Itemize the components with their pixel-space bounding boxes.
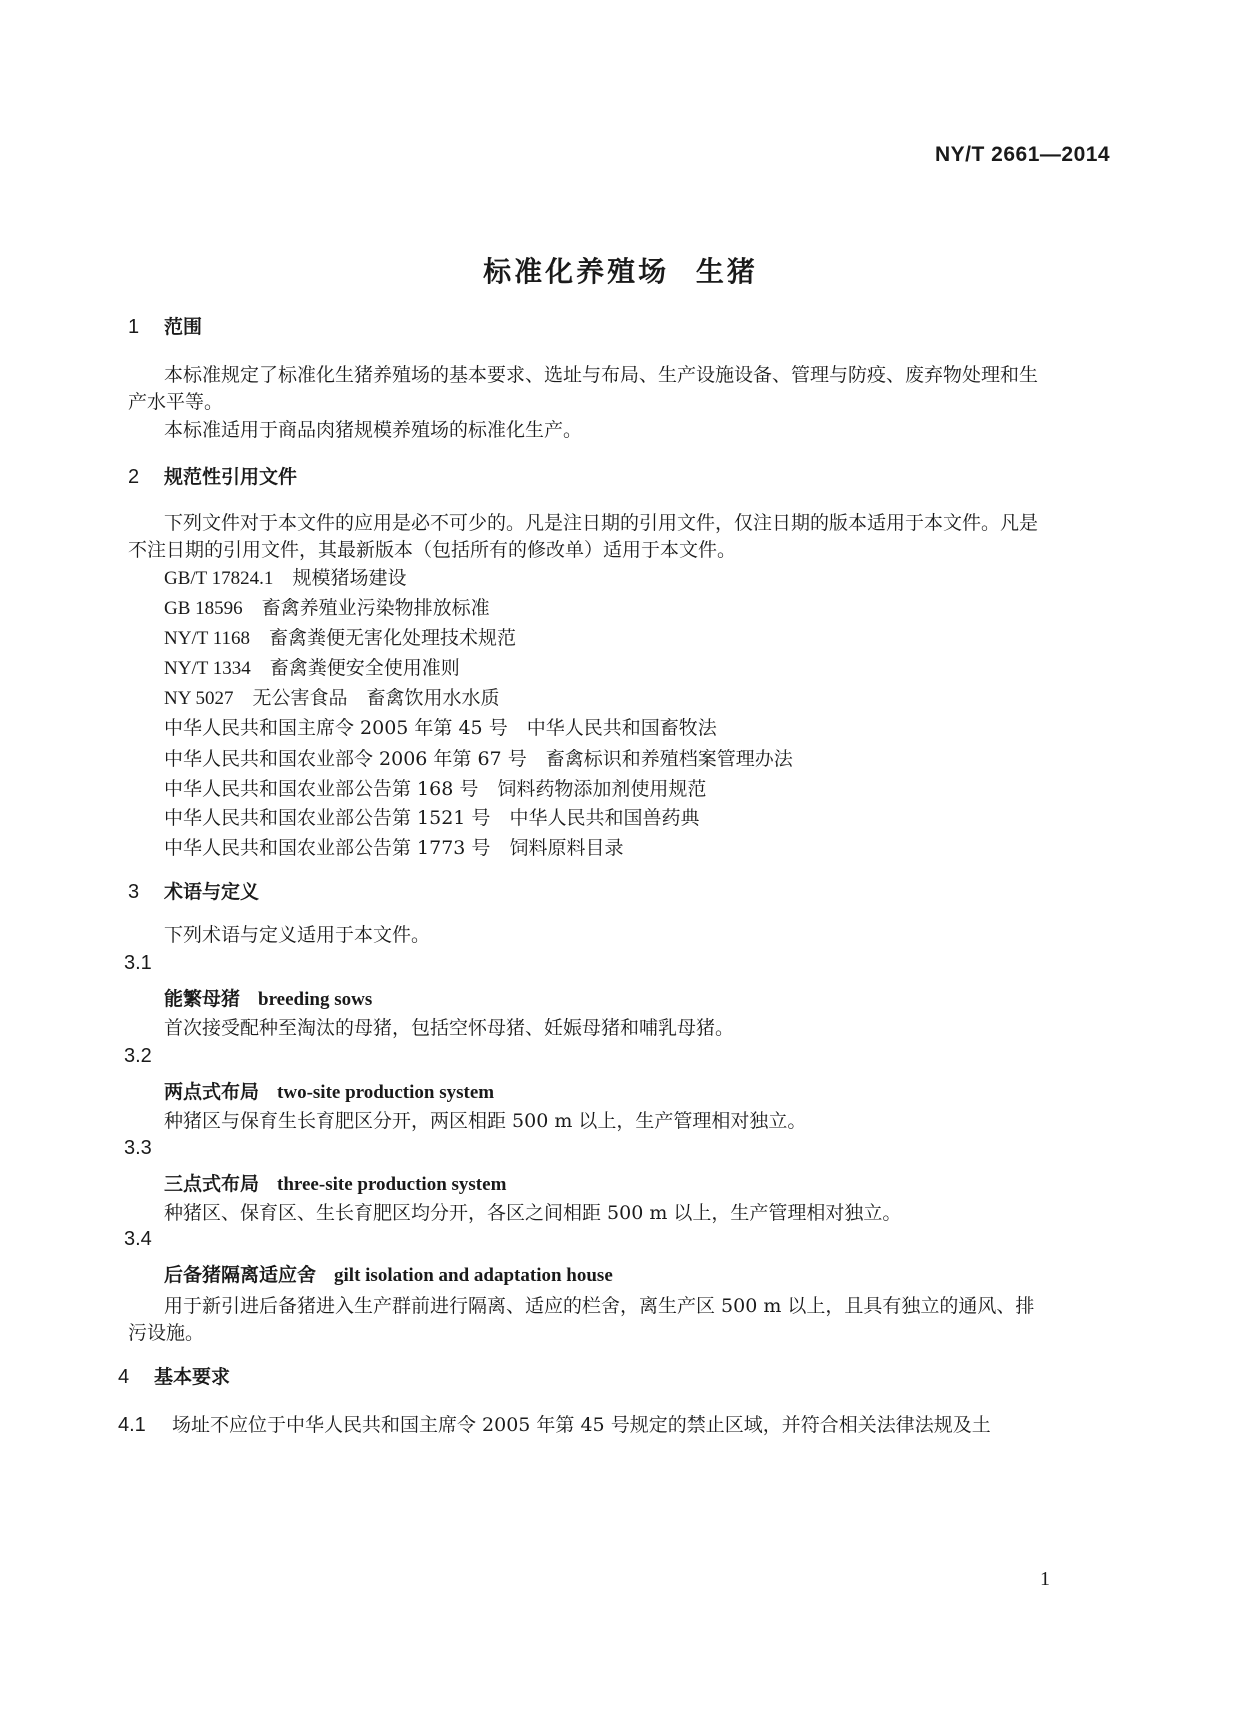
ref-item <box>164 595 490 622</box>
ref-name: 畜禽粪便无害化处理技术规范 <box>269 627 517 649</box>
term-en: two-site production system <box>277 1082 495 1103</box>
term-definition: 种猪区、保育区、生长育肥区均分开，各区之间相距 500 m 以上，生产管理相对独立。 <box>164 1202 902 1224</box>
term-heading <box>164 1169 506 1196</box>
section-3-title: 术语与定义 <box>164 881 260 903</box>
ref-code: 中华人民共和国农业部公告第 1521 号 <box>164 807 491 829</box>
section-3-heading <box>128 877 259 904</box>
term-zh: 三点式布局 <box>164 1173 260 1195</box>
document-title: 标准化养殖场 生猪 <box>483 255 758 288</box>
ref-code: NY 5027 <box>164 688 234 709</box>
term-zh: 能繁母猪 <box>164 988 241 1010</box>
ref-code: NY/T 1168 <box>164 628 251 649</box>
ref-name: 畜禽标识和养殖档案管理办法 <box>545 748 793 770</box>
section-1-number: 1 <box>128 316 140 338</box>
term-zh: 两点式布局 <box>164 1081 260 1103</box>
section-4-heading <box>118 1362 230 1389</box>
term-heading <box>164 1260 613 1287</box>
ref-item <box>164 746 793 773</box>
section-1-paragraph-1: 本标准规定了标准化生猪养殖场的基本要求、选址与布局、生产设施设备、管理与防疫、废弃物处理和生产水平等。 <box>128 364 1039 413</box>
ref-code: GB 18596 <box>164 598 243 619</box>
section-2-number: 2 <box>128 466 140 488</box>
term-definition: 用于新引进后备猪进入生产群前进行隔离、适应的栏舍，离生产区 500 m 以上，且具有独立的通风、排污设施。 <box>128 1295 1035 1344</box>
ref-item <box>164 625 516 652</box>
ref-item <box>164 655 460 682</box>
ref-name: 畜禽粪便安全使用准则 <box>269 657 460 679</box>
ref-name: 中华人民共和国兽药典 <box>509 807 700 829</box>
section-4-title: 基本要求 <box>154 1366 231 1388</box>
section-2-heading <box>128 462 297 489</box>
term-zh: 后备猪隔离适应舍 <box>164 1264 317 1286</box>
section-1-heading <box>128 312 202 339</box>
ref-code: 中华人民共和国主席令 2005 年第 45 号 <box>164 717 508 739</box>
term-en: breeding sows <box>258 989 373 1010</box>
term-en: gilt isolation and adaptation house <box>334 1265 613 1286</box>
ref-name: 中华人民共和国畜牧法 <box>526 717 717 739</box>
section-2-intro: 下列文件对于本文件的应用是必不可少的。凡是注日期的引用文件，仅注日期的版本适用于本文件。凡是不注日期的引用文件，其最新版本（包括所有的修改单）适用于本文件。 <box>128 512 1039 561</box>
term-number: 3.1 <box>124 952 152 974</box>
section-1-paragraph-2: 本标准适用于商品肉猪规模养殖场的标准化生产。 <box>164 419 583 441</box>
ref-item <box>164 805 699 832</box>
ref-code: 中华人民共和国农业部令 2006 年第 67 号 <box>164 748 527 770</box>
ref-name: 无公害食品 畜禽饮用水水质 <box>252 687 500 709</box>
term-definition: 首次接受配种至淘汰的母猪，包括空怀母猪、妊娠母猪和哺乳母猪。 <box>164 1017 735 1039</box>
term-definition: 种猪区与保育生长育肥区分开，两区相距 500 m 以上，生产管理相对独立。 <box>164 1110 807 1132</box>
term-number: 3.4 <box>124 1228 152 1250</box>
ref-item <box>164 685 500 712</box>
section-3-number: 3 <box>128 881 140 903</box>
section-2-title: 规范性引用文件 <box>164 466 298 488</box>
section-4-number: 4 <box>118 1366 130 1388</box>
section-1-title: 范围 <box>164 316 203 338</box>
clause-4-1-number: 4.1 <box>118 1414 146 1436</box>
ref-code: 中华人民共和国农业部公告第 168 号 <box>164 778 479 800</box>
ref-code: GB/T 17824.1 <box>164 568 274 589</box>
ref-item <box>164 776 706 803</box>
section-3-intro: 下列术语与定义适用于本文件。 <box>164 924 431 946</box>
ref-name: 畜禽养殖业污染物排放标准 <box>261 597 490 619</box>
clause-4-1-text: 场址不应位于中华人民共和国主席令 2005 年第 45 号规定的禁止区域，并符合相关法律法规及土 <box>172 1414 991 1436</box>
ref-name: 饲料原料目录 <box>509 837 624 859</box>
term-number: 3.3 <box>124 1137 152 1159</box>
clause-4-1 <box>118 1412 991 1439</box>
term-number: 3.2 <box>124 1045 152 1067</box>
ref-item <box>164 835 623 862</box>
term-en: three-site production system <box>277 1174 507 1195</box>
ref-code: NY/T 1334 <box>164 658 251 679</box>
ref-name: 规模猪场建设 <box>292 567 407 589</box>
page-number: 1 <box>1040 1568 1050 1590</box>
term-heading <box>164 984 372 1011</box>
standard-code: NY/T 2661—2014 <box>935 143 1111 166</box>
ref-name: 饲料药物添加剂使用规范 <box>497 778 707 800</box>
ref-code: 中华人民共和国农业部公告第 1773 号 <box>164 837 491 859</box>
term-heading <box>164 1077 494 1104</box>
ref-item <box>164 715 717 742</box>
ref-item <box>164 565 406 592</box>
